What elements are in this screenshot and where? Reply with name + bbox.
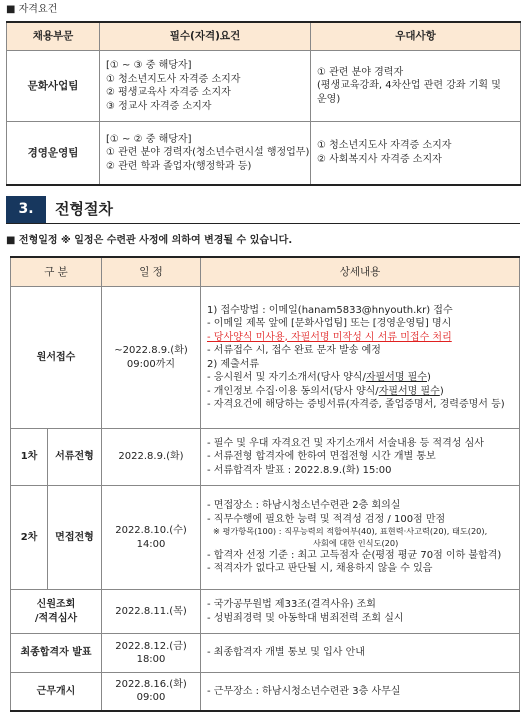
round-label: 1차 [11, 429, 48, 486]
detail-line: 2) 제출서류 [207, 358, 260, 370]
detail-line: - 성범죄경력 및 아동학대 범죄전력 조회 실시 [207, 612, 404, 624]
detail-line: - 서류접수 시, 접수 완료 문자 발송 예정 [207, 345, 381, 356]
preferred-line: ② 사회복지사 자격증 소지자 [317, 153, 442, 165]
preferred-line: ① 관련 분야 경력자 [317, 66, 404, 78]
label-line: 신원조회 [36, 599, 76, 610]
table-row [7, 51, 521, 122]
column-header: 일 정 [102, 257, 201, 287]
stage-details [201, 429, 520, 486]
table-row [7, 122, 521, 185]
round-label: 2차 [11, 486, 48, 590]
detail-line: 1) 접수방법 : 이메일(hanam5833@hnyouth.kr) 접수 [207, 304, 453, 316]
detail-line: ※ 평가항목(100) : 직무능력의 적합여부(40), 표현력·사고력(20), 태도(20), [213, 526, 488, 537]
date-line: 09:00까지 [126, 358, 176, 370]
required-line: [① ~ ③ 중 해당자] [106, 60, 192, 71]
label-line: /적격심사 [34, 612, 78, 624]
table-row [11, 486, 520, 590]
column-header: 채용부문 [7, 22, 100, 51]
preferred-line: ① 청소년지도사 자격증 소지자 [317, 140, 452, 152]
section-header [6, 196, 520, 224]
table-row [11, 590, 520, 634]
stage-date: 2022.8.16.(화) 09:00 [102, 673, 201, 711]
preferred-cell [311, 122, 521, 185]
stage-date: 2022.8.10.(수) 14:00 [102, 486, 201, 590]
table-row [11, 673, 520, 711]
date-line: ~2022.8.9.(화) [114, 345, 188, 356]
underlined-text: 자필서명 필수 [378, 385, 440, 397]
stage-label: 면접전형 [48, 486, 102, 590]
required-cell [100, 122, 311, 185]
warning-line: - 당사양식 미사용, 자필서명 미작성 시 서류 미접수 처리 [207, 331, 452, 343]
detail-line: - 직무수행에 필요한 능력 및 적격성 검정 / 100점 만점 [207, 513, 446, 525]
table-header-row [11, 257, 520, 287]
column-header: 우대사항 [311, 22, 521, 51]
table-row [11, 287, 520, 429]
stage-date: 2022.8.11.(목) [102, 590, 201, 634]
detail-line: - 서류합격자 발표 : 2022.8.9.(화) 15:00 [207, 464, 392, 476]
detail-text: - 응시원서 및 자기소개서(당사 양식/ [207, 372, 366, 383]
stage-details [201, 287, 520, 429]
section-title: 전형절차 [55, 200, 113, 218]
required-cell [100, 51, 311, 122]
required-line: ② 평생교육사 자격증 소지자 [106, 87, 231, 98]
stage-label: 근무개시 [11, 673, 102, 711]
detail-line: - 면접장소 : 하남시청소년수련관 2층 회의실 [207, 500, 401, 512]
preferred-line: (평생교육강좌, 4차산업 관련 강좌 기획 및 [317, 80, 501, 92]
qualifications-title: ■ 자격요건 [6, 4, 58, 15]
column-header: 필수(자격)요건 [100, 22, 311, 51]
column-header: 구 분 [11, 257, 102, 287]
qualifications-table [6, 21, 521, 186]
detail-line: - 합격자 선정 기준 : 최고 고득점자 순(평점 평균 70점 이하 불합격) [207, 549, 502, 561]
preferred-cell [311, 51, 521, 122]
detail-line: - 자격요건에 해당하는 증빙서류(자격증, 졸업증명서, 경력증명서 등) [207, 399, 505, 410]
stage-label: 최종합격자 발표 [11, 634, 102, 673]
detail-line: 사회에 대한 인식도(20) [313, 537, 399, 548]
detail-text: ) [439, 385, 444, 397]
stage-details [201, 590, 520, 634]
stage-date [102, 287, 201, 429]
detail-line: - 필수 및 우대 자격요건 및 자기소개서 서술내용 등 적격성 심사 [207, 437, 484, 449]
category-cell: 문화사업팀 [7, 51, 100, 122]
detail-line [207, 371, 513, 385]
required-line: ① 청소년지도사 자격증 소지자 [106, 73, 241, 85]
category-cell: 경영운영팀 [7, 122, 100, 185]
required-line: ② 관련 학과 졸업자(행정학과 등) [106, 160, 252, 172]
stage-label [11, 590, 102, 634]
detail-line: - 국가공무원법 제33조(결격사유) 조회 [207, 599, 376, 610]
stage-date: 2022.8.12.(금) 18:00 [102, 634, 201, 673]
required-line: ③ 정교사 자격증 소지자 [106, 100, 212, 112]
stage-label: 원서접수 [11, 287, 102, 429]
section-number: 3. [6, 196, 46, 223]
detail-line: - 이메일 제목 앞에 [문화사업팀] 또는 [경영운영팀] 명시 [207, 318, 452, 329]
table-header-row [7, 22, 521, 51]
detail-line: - 적격자가 없다고 판단될 시, 채용하지 않을 수 있음 [207, 563, 433, 575]
detail-text: ) [426, 372, 431, 383]
column-header: 상세내용 [201, 257, 520, 287]
detail-text: - 개인정보 수집·이용 동의서(당사 양식/ [207, 385, 379, 397]
schedule-table [10, 256, 520, 712]
required-line: [① ~ ② 중 해당자] [106, 133, 192, 145]
stage-details: - 근무장소 : 하남시청소년수련관 3층 사무실 [201, 673, 520, 711]
stage-details [201, 486, 520, 590]
detail-line [207, 385, 513, 399]
table-row [11, 634, 520, 673]
detail-line: - 서류전형 합격자에 한하여 면접전형 시간 개별 통보 [207, 451, 436, 463]
required-line: ① 관련 분야 경력자(청소년수련시설 행정업무) [106, 147, 310, 158]
stage-details: - 최종합격자 개별 통보 및 입사 안내 [201, 634, 520, 673]
table-row [11, 429, 520, 486]
stage-date: 2022.8.9.(화) [102, 429, 201, 486]
stage-label: 서류전형 [48, 429, 102, 486]
schedule-note: ■ 전형일정 ※ 일정은 수련관 사정에 의하여 변경될 수 있습니다. [6, 235, 293, 246]
preferred-line: 운영) [317, 93, 341, 105]
underlined-text: 자필서명 필수 [365, 372, 427, 383]
